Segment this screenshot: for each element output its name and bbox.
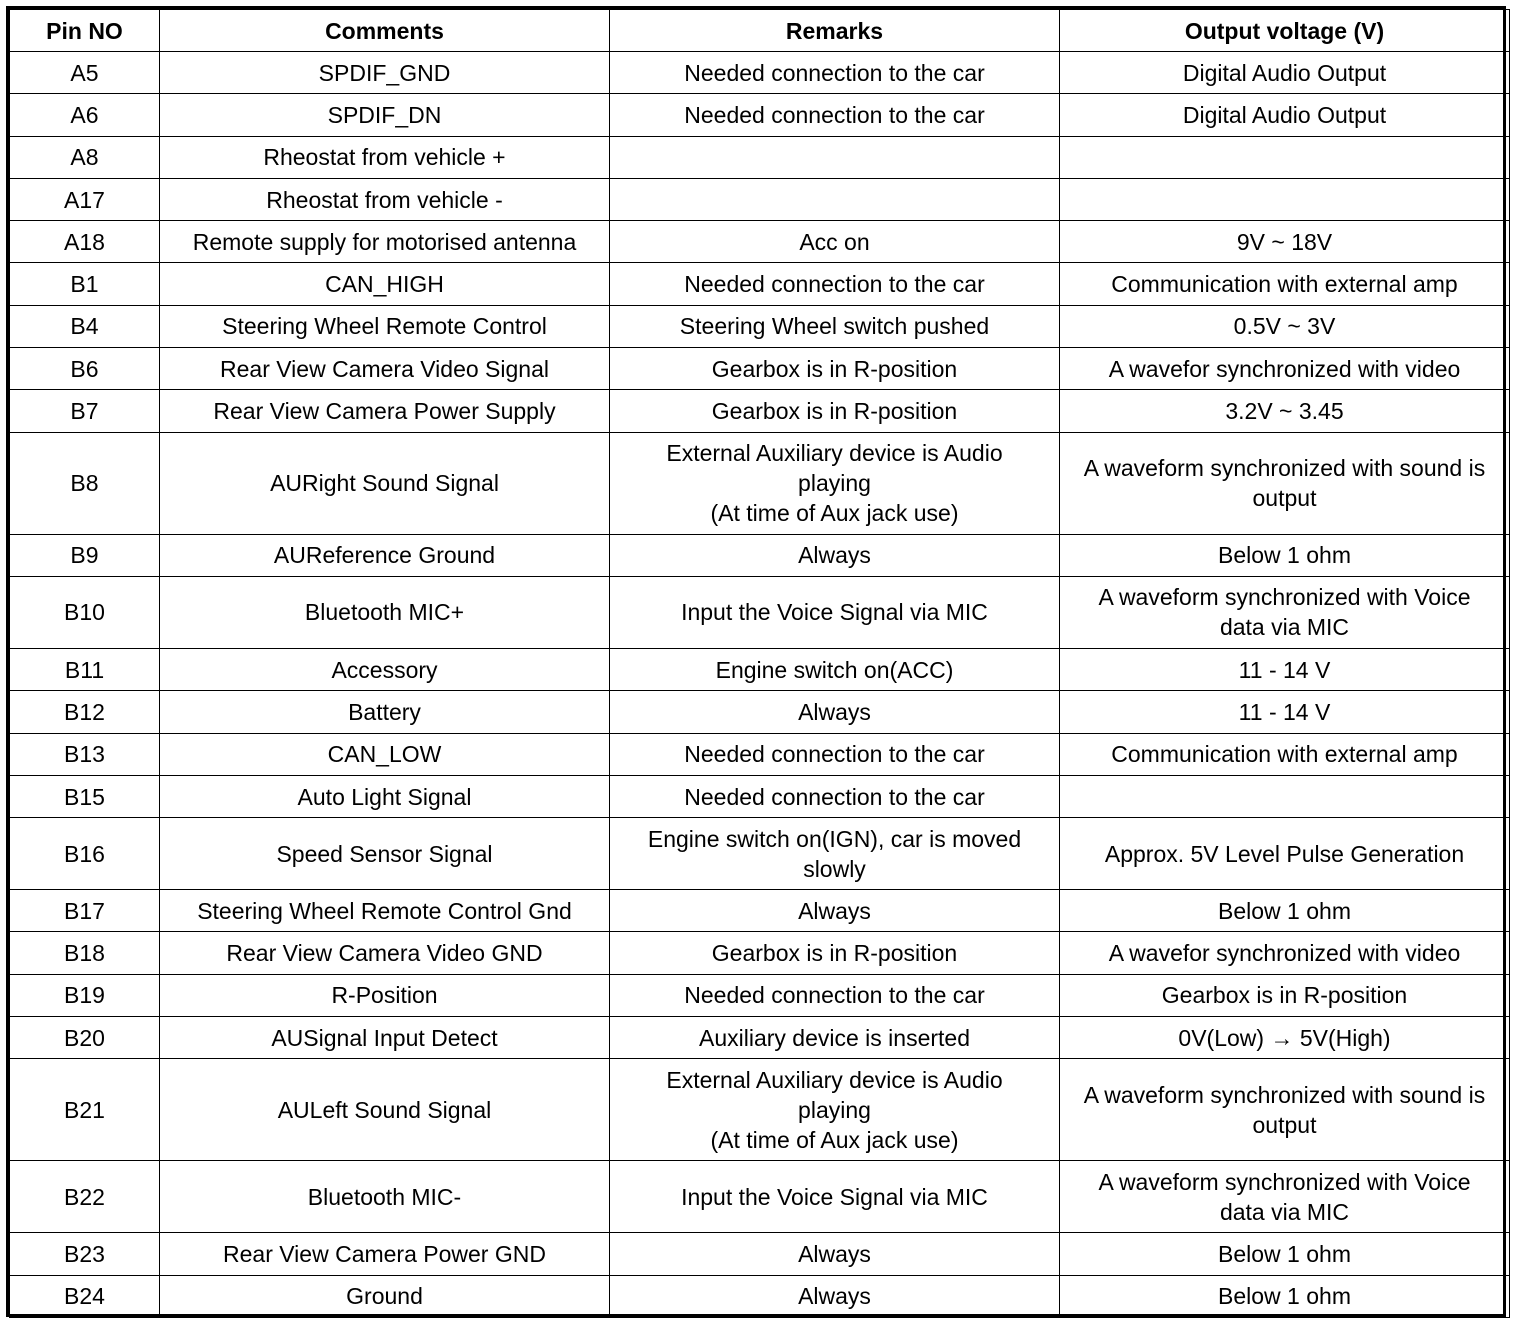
cell-output-voltage: 11 - 14 V — [1060, 691, 1510, 733]
cell-remarks: Needed connection to the car — [610, 974, 1060, 1016]
cell-pin-no: A18 — [10, 221, 160, 263]
cell-pin-no: B18 — [10, 932, 160, 974]
cell-comments: Remote supply for motorised antenna — [160, 221, 610, 263]
table-row — [10, 432, 1510, 534]
table-row — [10, 136, 1510, 178]
cell-comments: Battery — [160, 691, 610, 733]
cell-remarks: Auxiliary device is inserted — [610, 1017, 1060, 1059]
table-row — [10, 178, 1510, 220]
cell-remarks — [610, 178, 1060, 220]
cell-comments: Rear View Camera Video Signal — [160, 348, 610, 390]
table-row — [10, 691, 1510, 733]
table-row — [10, 305, 1510, 347]
cell-pin-no: A5 — [10, 52, 160, 94]
cell-pin-no: B13 — [10, 733, 160, 775]
cell-comments: Bluetooth MIC- — [160, 1161, 610, 1233]
cell-output-voltage — [1060, 775, 1510, 817]
cell-output-voltage: 0V(Low) → 5V(High) — [1060, 1017, 1510, 1059]
cell-output-voltage: Communication with external amp — [1060, 263, 1510, 305]
cell-output-voltage — [1060, 178, 1510, 220]
cell-remarks: External Auxiliary device is Audio playing (At time of Aux jack use) — [610, 432, 1060, 534]
table-row — [10, 775, 1510, 817]
cell-comments: Accessory — [160, 648, 610, 690]
cell-pin-no: B16 — [10, 818, 160, 890]
cell-remarks: Needed connection to the car — [610, 263, 1060, 305]
cell-comments: Bluetooth MIC+ — [160, 576, 610, 648]
cell-output-voltage: A waveform synchronized with Voice data via MIC — [1060, 1161, 1510, 1233]
cell-output-voltage: Digital Audio Output — [1060, 94, 1510, 136]
cell-output-voltage: 0.5V ~ 3V — [1060, 305, 1510, 347]
cell-comments: R-Position — [160, 974, 610, 1016]
cell-comments: CAN_LOW — [160, 733, 610, 775]
header-remarks: Remarks — [610, 10, 1060, 52]
cell-remarks: Needed connection to the car — [610, 775, 1060, 817]
cell-remarks — [610, 136, 1060, 178]
header-output-voltage: Output voltage (V) — [1060, 10, 1510, 52]
cell-comments: Rear View Camera Power Supply — [160, 390, 610, 432]
cell-output-voltage: Below 1 ohm — [1060, 1233, 1510, 1275]
cell-pin-no: B12 — [10, 691, 160, 733]
cell-pin-no: B11 — [10, 648, 160, 690]
cell-pin-no: A6 — [10, 94, 160, 136]
cell-comments: Ground — [160, 1275, 610, 1317]
cell-remarks: Acc on — [610, 221, 1060, 263]
cell-remarks: Always — [610, 534, 1060, 576]
table-row — [10, 1059, 1510, 1161]
cell-pin-no: B17 — [10, 890, 160, 932]
cell-output-voltage: 3.2V ~ 3.45 — [1060, 390, 1510, 432]
cell-output-voltage: Below 1 ohm — [1060, 534, 1510, 576]
cell-pin-no: B23 — [10, 1233, 160, 1275]
cell-remarks: Engine switch on(IGN), car is moved slowly — [610, 818, 1060, 890]
header-comments: Comments — [160, 10, 610, 52]
cell-comments: CAN_HIGH — [160, 263, 610, 305]
table-row — [10, 576, 1510, 648]
table-row — [10, 221, 1510, 263]
cell-remarks: Engine switch on(ACC) — [610, 648, 1060, 690]
cell-remarks: Needed connection to the car — [610, 733, 1060, 775]
cell-remarks: Input the Voice Signal via MIC — [610, 1161, 1060, 1233]
cell-remarks: Gearbox is in R-position — [610, 390, 1060, 432]
cell-comments: Rheostat from vehicle + — [160, 136, 610, 178]
cell-comments: Auto Light Signal — [160, 775, 610, 817]
cell-output-voltage — [1060, 136, 1510, 178]
cell-pin-no: B20 — [10, 1017, 160, 1059]
cell-remarks: Gearbox is in R-position — [610, 348, 1060, 390]
cell-remarks: Always — [610, 691, 1060, 733]
cell-pin-no: B9 — [10, 534, 160, 576]
cell-output-voltage: A wavefor synchronized with video — [1060, 932, 1510, 974]
cell-pin-no: A8 — [10, 136, 160, 178]
cell-comments: Steering Wheel Remote Control Gnd — [160, 890, 610, 932]
cell-comments: Rear View Camera Video GND — [160, 932, 610, 974]
table-row — [10, 1161, 1510, 1233]
cell-output-voltage: 9V ~ 18V — [1060, 221, 1510, 263]
cell-comments: AULeft Sound Signal — [160, 1059, 610, 1161]
cell-pin-no: B22 — [10, 1161, 160, 1233]
pin-table — [9, 9, 1510, 1318]
cell-remarks: Always — [610, 1275, 1060, 1317]
cell-comments: Steering Wheel Remote Control — [160, 305, 610, 347]
cell-comments: Speed Sensor Signal — [160, 818, 610, 890]
table-row — [10, 890, 1510, 932]
table-row — [10, 263, 1510, 305]
cell-output-voltage: Gearbox is in R-position — [1060, 974, 1510, 1016]
cell-output-voltage: Approx. 5V Level Pulse Generation — [1060, 818, 1510, 890]
cell-pin-no: B6 — [10, 348, 160, 390]
table-row — [10, 1275, 1510, 1317]
table-row — [10, 348, 1510, 390]
cell-output-voltage: Below 1 ohm — [1060, 890, 1510, 932]
cell-remarks: Always — [610, 1233, 1060, 1275]
cell-comments: AURight Sound Signal — [160, 432, 610, 534]
cell-remarks: External Auxiliary device is Audio playing (At time of Aux jack use) — [610, 1059, 1060, 1161]
cell-output-voltage: A wavefor synchronized with video — [1060, 348, 1510, 390]
cell-remarks: Steering Wheel switch pushed — [610, 305, 1060, 347]
table-row — [10, 1233, 1510, 1275]
cell-comments: AUSignal Input Detect — [160, 1017, 610, 1059]
cell-pin-no: B19 — [10, 974, 160, 1016]
table-row — [10, 94, 1510, 136]
cell-comments: Rear View Camera Power GND — [160, 1233, 610, 1275]
cell-output-voltage: 11 - 14 V — [1060, 648, 1510, 690]
cell-output-voltage: A waveform synchronized with sound is output — [1060, 432, 1510, 534]
cell-remarks: Gearbox is in R-position — [610, 932, 1060, 974]
cell-remarks: Needed connection to the car — [610, 52, 1060, 94]
cell-remarks: Needed connection to the car — [610, 94, 1060, 136]
cell-output-voltage: A waveform synchronized with sound is output — [1060, 1059, 1510, 1161]
table-row — [10, 733, 1510, 775]
header-pin-no: Pin NO — [10, 10, 160, 52]
table-row — [10, 52, 1510, 94]
table-row — [10, 534, 1510, 576]
cell-output-voltage: Below 1 ohm — [1060, 1275, 1510, 1317]
cell-remarks: Always — [610, 890, 1060, 932]
cell-remarks: Input the Voice Signal via MIC — [610, 576, 1060, 648]
cell-pin-no: B21 — [10, 1059, 160, 1161]
table-row — [10, 648, 1510, 690]
pin-table-container — [6, 6, 1506, 1317]
cell-pin-no: B24 — [10, 1275, 160, 1317]
cell-output-voltage: A waveform synchronized with Voice data via MIC — [1060, 576, 1510, 648]
cell-pin-no: B1 — [10, 263, 160, 305]
cell-comments: SPDIF_DN — [160, 94, 610, 136]
table-row — [10, 1017, 1510, 1059]
cell-pin-no: B4 — [10, 305, 160, 347]
cell-pin-no: B10 — [10, 576, 160, 648]
header-row — [10, 10, 1510, 52]
cell-pin-no: B8 — [10, 432, 160, 534]
cell-output-voltage: Digital Audio Output — [1060, 52, 1510, 94]
table-row — [10, 390, 1510, 432]
table-row — [10, 932, 1510, 974]
cell-output-voltage: Communication with external amp — [1060, 733, 1510, 775]
cell-pin-no: B15 — [10, 775, 160, 817]
cell-comments: Rheostat from vehicle - — [160, 178, 610, 220]
table-row — [10, 974, 1510, 1016]
table-body — [10, 52, 1510, 1318]
table-row — [10, 818, 1510, 890]
cell-pin-no: B7 — [10, 390, 160, 432]
cell-comments: SPDIF_GND — [160, 52, 610, 94]
cell-comments: AUReference Ground — [160, 534, 610, 576]
cell-pin-no: A17 — [10, 178, 160, 220]
